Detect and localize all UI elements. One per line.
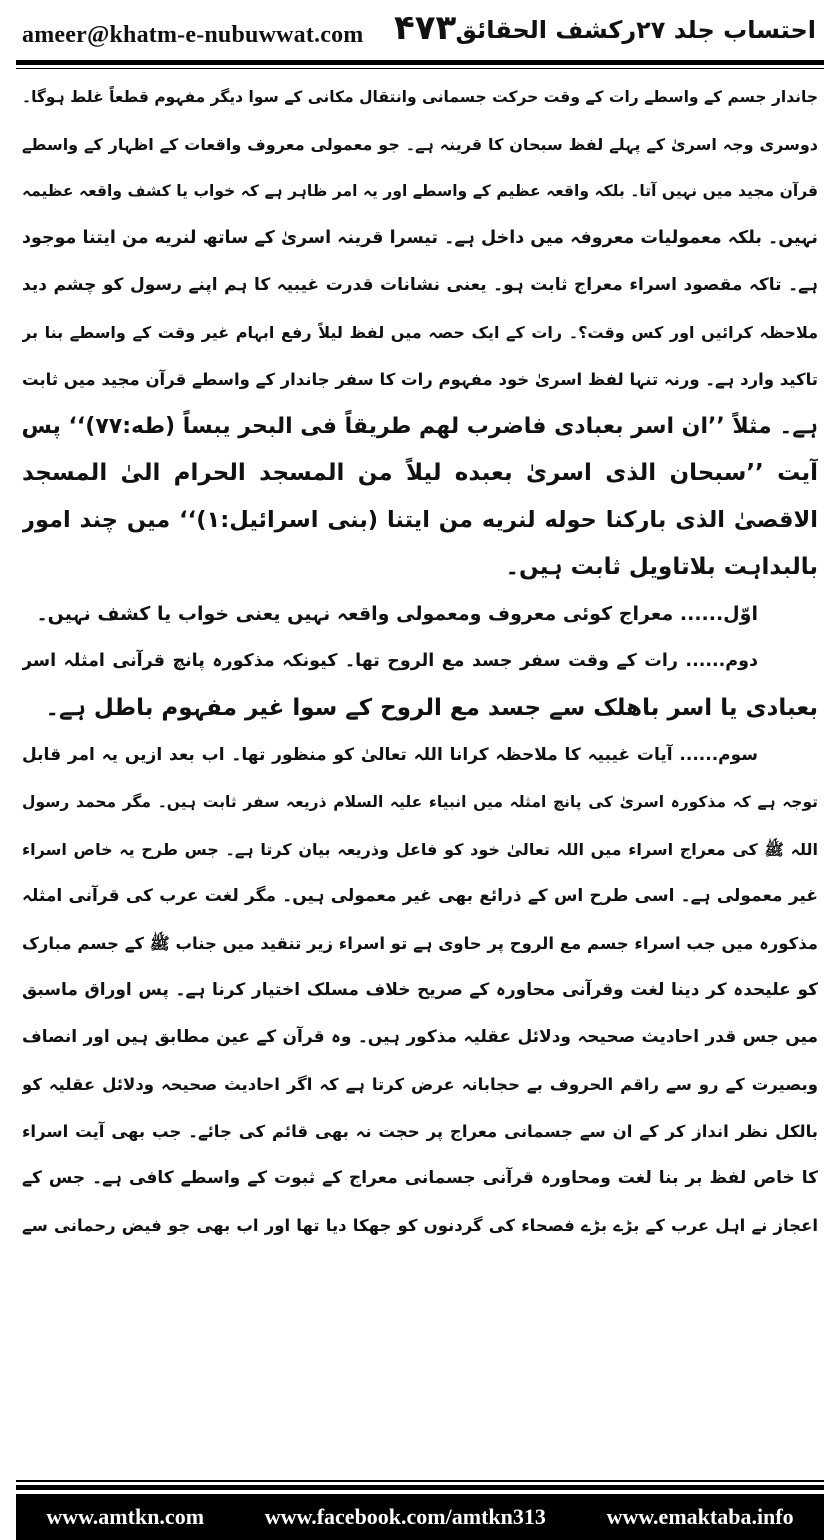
text-line: قرآن مجید میں نہیں آتا۔ بلکہ واقعہ عظیم کے واسطے اور یہ امر ظاہر ہے کہ خواب یا کشف واقعہ عظیمہ — [22, 182, 818, 200]
text-line: کا خاص لفظ بر بنا لغت ومحاورہ قرآنی جسمانی معراج کے ثبوت کے واسطے کافی ہے۔ جس کے — [22, 1168, 818, 1188]
list-item-first: اوّل...... معراج کوئی معروف ومعمولی واقعہ نہیں یعنی خواب یا کشف نہیں۔ — [36, 603, 758, 625]
text-line: میں جس قدر احادیث صحیحہ ودلائل عقلیہ مذکور ہیں۔ وہ قرآن کے عین مطابق ہیں اور انصاف — [22, 1027, 818, 1047]
text-line: وبصیرت کے رو سے راقم الحروف بے حجابانہ عرض کرتا ہے کہ اگر احادیث صحیحہ ودلائل عقلیہ کو — [22, 1075, 818, 1094]
page-number: ۴۷۳ — [394, 8, 457, 48]
text-line: نہیں۔ بلکہ معمولیات معروفہ میں داخل ہے۔ تیسرا قرینہ اسریٰ کے ساتھ لنریه من ایتنا موجود — [22, 228, 818, 248]
footer-rule-thick — [16, 1485, 824, 1490]
text-line: مذکورہ میں جب اسراء جسم مع الروح پر حاوی ہے تو اسراء زیر تنقید میں جناب ﷺ کے جسم مبارک — [22, 934, 818, 953]
text-line: بالکل نظر انداز کر کے ان سے جسمانی معراج پر حجت نہ بھی قائم کی جائے۔ جب بھی آیت اسراء — [22, 1122, 818, 1141]
text-line: ہے۔ مثلاً ’’ان اسر بعبادی فاضرب لهم طریقاً فی البحر یبساً (طه:۷۷)‘‘ پس — [22, 414, 818, 439]
list-item-second-cont: بعبادی یا اسر باهلک سے جسد مع الروح کے سوا غیر مفہوم باطل ہے۔ — [45, 695, 818, 721]
list-item-second: دوم...... رات کے وقت سفر جسد مع الروح تھا۔ کیونکہ مذکورہ پانچ قرآنی امثلہ اسر — [22, 651, 758, 671]
header-email: ameer@khatm-e-nubuwwat.com — [22, 22, 364, 48]
header-rule-thin — [16, 68, 824, 69]
page-footer — [16, 1494, 824, 1540]
text-line: غیر معمولی ہے۔ اسی طرح اس کے ذرائع بھی غیر معمولی ہیں۔ مگر لغت عرب کی قرآنی امثلہ — [22, 886, 818, 906]
text-line: اعجاز نے اہل عرب کے بڑے بڑے فصحاء کی گردنوں کو جھکا دیا تھا اور اب بھی جو فیض رحمانی سے — [22, 1216, 818, 1235]
quran-verse-line: آیت ’’سبحان الذی اسریٰ بعبده لیلاً من المسجد الحرام الیٰ المسجد — [22, 460, 818, 486]
footer-link-amtkn[interactable]: www.amtkn.com — [46, 1504, 205, 1529]
list-item-third: سوم...... آیات غیبیہ کا ملاحظہ کرانا اللہ تعالیٰ کو منظور تھا۔ اب بعد ازیں یہ امر قابل — [22, 745, 758, 765]
text-line: جاندار جسم کے واسطے رات کے وقت حرکت جسمانی وانتقال مکانی کے سوا دیگر مفہوم قطعاً غلط ہوگا۔ — [22, 88, 818, 106]
text-line: تاکید وارد ہے۔ ورنہ تنہا لفظ اسریٰ خود مفہوم رات کا سفر جاندار کے واسطے قرآن مجید میں ثابت — [22, 370, 818, 389]
text-line: ہے۔ تاکہ مقصود اسراء معراج ثابت ہو۔ یعنی نشانات قدرت غیبیہ کا ہم اپنے رسول کو چشم دید — [22, 275, 818, 295]
page-header — [18, 8, 822, 56]
text-line: اللہ ﷺ کی معراج اسراء میں اللہ تعالیٰ خود کو فاعل وذریعہ بیان کرتا ہے۔ جس طرح یہ خاص اسراء — [22, 840, 818, 859]
book-title: احتساب جلد ۲۷رکشف الحقائق — [455, 16, 816, 44]
footer-link-emaktaba[interactable]: www.emaktaba.info — [606, 1504, 794, 1529]
body-text — [22, 74, 818, 1249]
header-rule-thick — [16, 60, 824, 65]
text-line: بالبداہت بلاتاویل ثابت ہیں۔ — [505, 554, 818, 580]
footer-rule-thin — [16, 1480, 824, 1482]
footer-link-facebook[interactable]: www.facebook.com/amtkn313 — [264, 1504, 546, 1529]
text-line: توجہ ہے کہ مذکورہ اسریٰ کی پانچ امثلہ میں انبیاء علیہ السلام ذریعہ سفر ثابت ہیں۔ مگر محمد رسول — [22, 793, 818, 811]
text-line: کو علیحدہ کر دینا لغت وقرآنی محاورہ کے صریح خلاف مسلک اختیار کرنا ہے۔ پس اوراق ماسبق — [22, 980, 818, 1000]
text-line: دوسری وجہ اسریٰ کے پہلے لفظ سبحان کا قرینہ ہے۔ جو معمولی معروف واقعات کے اظہار کے واسطے — [22, 135, 818, 154]
quran-verse-line: الاقصیٰ الذی بارکنا حوله لنریه من ایتنا (بنی اسرائیل:۱)‘‘ میں چند امور — [22, 507, 818, 533]
text-line: ملاحظہ کرائیں اور کس وقت؟۔ رات کے ایک حصہ میں لفظ لیلاً رفع ابہام غیر وقت کے واسطے بنا بر — [22, 323, 818, 342]
